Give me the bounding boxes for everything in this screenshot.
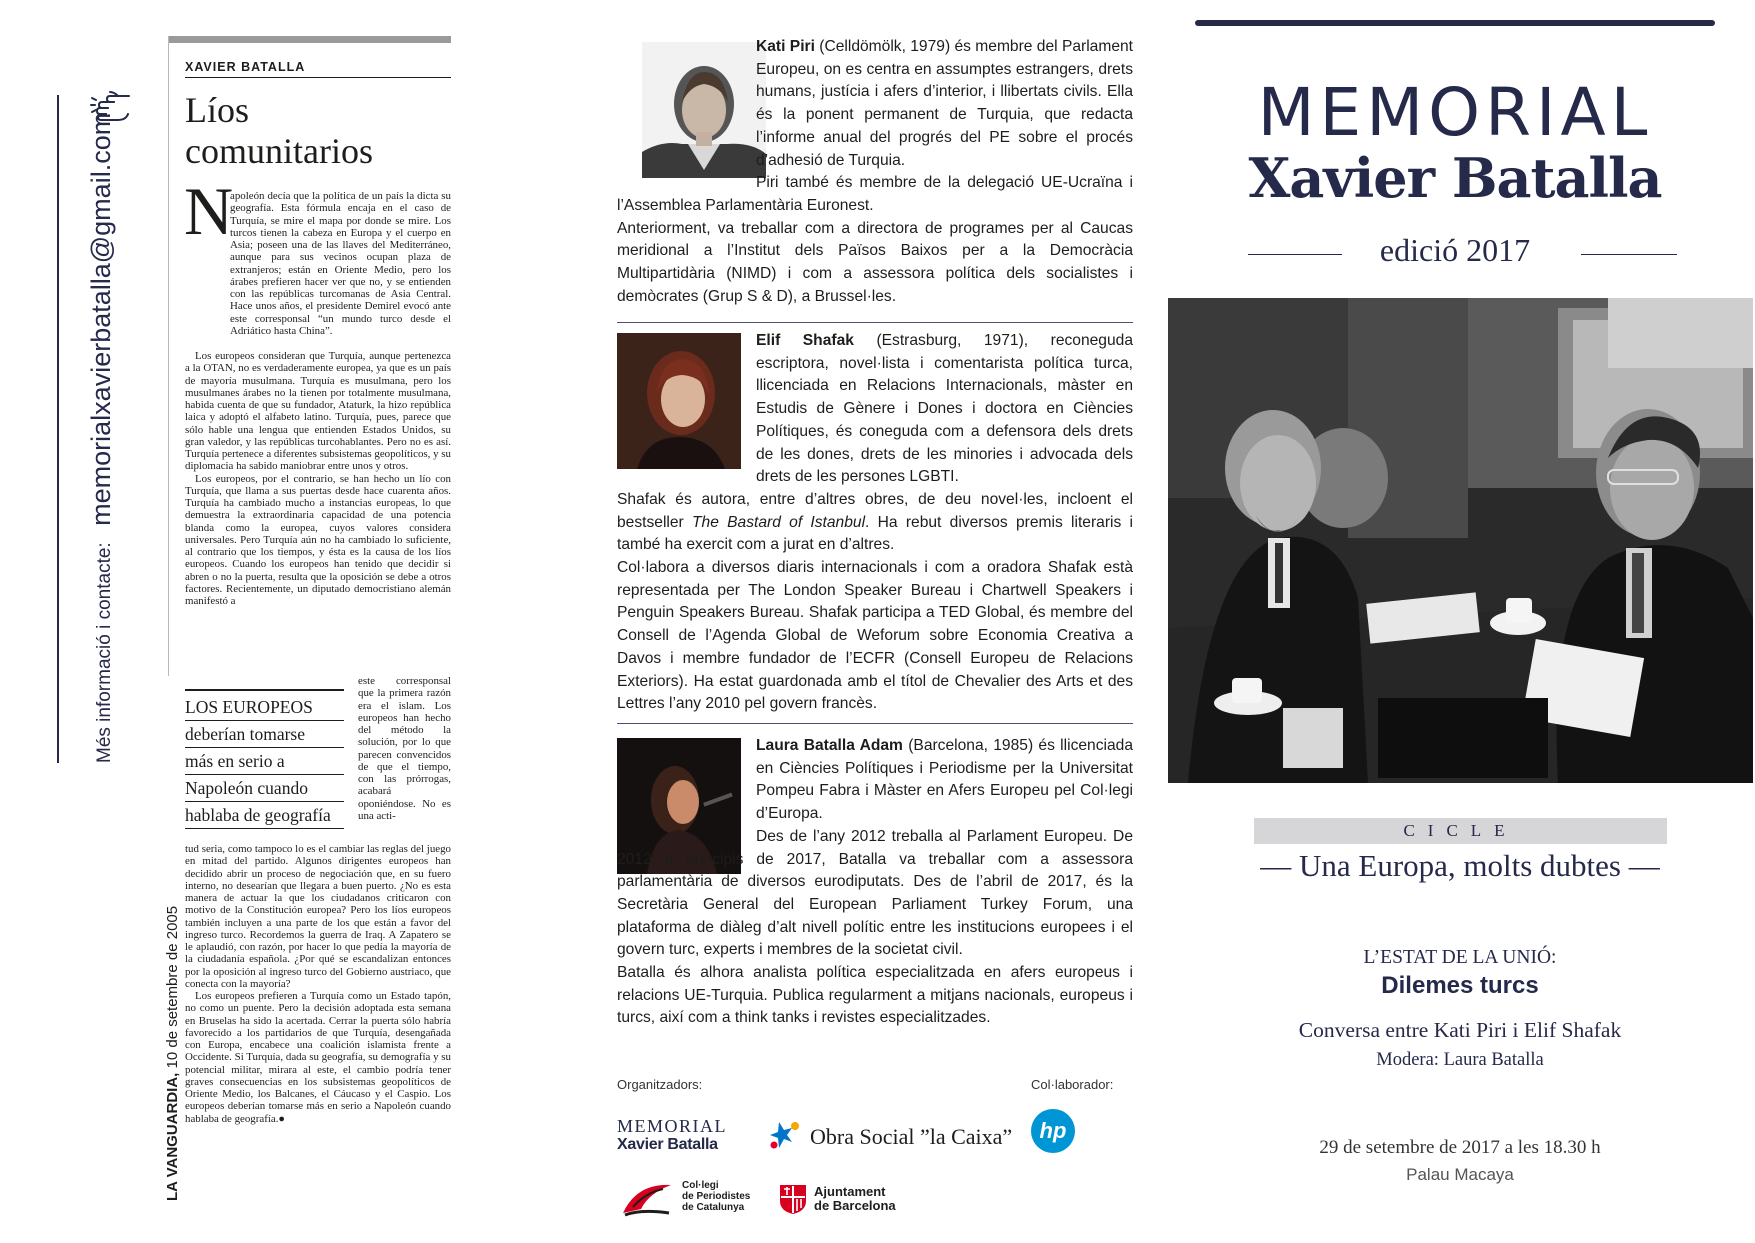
session-title: Dilemes turcs — [1381, 972, 1539, 999]
clipping-title — [185, 90, 373, 172]
kati-piri-name: Kati Piri — [756, 38, 815, 55]
clipping-side-rule — [168, 36, 169, 676]
pullquote-line-5: hablaba de geografía — [185, 802, 344, 829]
clipping-column-top — [185, 350, 451, 607]
clipping-top-bar — [168, 36, 451, 43]
clipping-side-paragraph — [358, 675, 451, 822]
elif-shafak-bio-p3: Col·labora a diversos diaris internacionals i com a oradora Shafak està representada per The London Speaker Bureau i Chartwell Speakers i Penguin Speakers Bureau. Shafak participa a TED Global, és membre del Consell de l’Agenda Global de Weforum sobre Economia Creativa a Davos i membre fundador de l’ECFR (Consell Europeu de Relacions Exteriors). Ha estat guardonada amb el títol de Chevalier des Arts et des Lettres l’any 2010 pel govern francès. — [617, 559, 1133, 713]
moderator-line: Modera: Laura Batalla — [1376, 1050, 1544, 1070]
memorial-logo-line2: Xavier Batalla — [617, 1136, 718, 1153]
contact-email[interactable]: memorialxavierbatalla@gmail.com — [86, 112, 116, 526]
obra-social-la-caixa-text: Obra Social ”la Caixa” — [810, 1124, 1013, 1149]
edition-rule-right — [1581, 254, 1677, 255]
newspaper-source — [164, 906, 181, 1201]
kati-piri-bio — [617, 36, 1133, 308]
kati-piri-bio-p3: Anteriorment, va treballar com a directora de programes per al Caucas meridional a l’Institut dels Països Baixos per a la Democràcia Multipartidària (NIMD) i com a assessora política dels socialistes i demòcrates (Grup S & D), a Brussel·les. — [617, 219, 1133, 305]
drop-cap: N — [184, 173, 234, 249]
collegi-periodistes-emblem-icon — [619, 1179, 675, 1219]
memorial-name: Xavier Batalla — [1248, 146, 1662, 210]
laura-batalla-bio-p2: Des de l’any 2012 treballa al Parlament Europeu. De 2012 a principis de 2017, Batalla va treballar com a assessora parlamentària de diversos eurodiputats. Des de l’abril de 2017, és la Secretària General del European Parliament Turkey Forum, una plataforma de diàleg d’alt nivell polític entre les institucions europees i el govern turc, experts i membres de la societat civil. — [617, 827, 1133, 959]
elif-shafak-bio — [617, 330, 1133, 716]
organizers-label: Organitzadors: — [617, 1077, 703, 1092]
newspaper-date: 10 de setembre de 2005 — [164, 905, 181, 1069]
pullquote-line-3: más en serio a — [185, 748, 344, 775]
laura-batalla-bio — [617, 735, 1133, 1030]
clipping-intro-paragraph — [230, 190, 451, 337]
event-date: 29 de setembre de 2017 a les 18.30 h — [1319, 1137, 1601, 1158]
memorial-logo — [617, 1116, 727, 1154]
collegi-periodistes-line3: de Catalunya — [682, 1202, 745, 1213]
pullquote — [185, 694, 344, 829]
edition-rule-left — [1248, 254, 1342, 255]
elif-shafak-bio-p2a: Shafak és autora, entre d’altres obres, de deu novel·les, incloent el bestseller — [617, 490, 1133, 531]
collegi-periodistes-line1: Col·legi — [682, 1180, 719, 1191]
session-label: L’ESTAT DE LA UNIÓ: — [1363, 947, 1557, 968]
contact-label: Més informació i contacte: — [94, 542, 115, 763]
pullquote-line-1: LOS EUROPEOS — [185, 694, 344, 721]
clipping-intro-text: apoleón decía que la política de un país la dicta su geografía. Esta fórmula encaja en el caso de Turquía, se mire el mapa por donde se mire. Los turcos tienen la cabeza en Europa y el cuerpo en Asia; poseen una de las llaves del Mediterráneo, aunque para sus vecinos ocupan plaza de extranjeros; están en Oriente Medio, pero los árabes prefieren hacer ver que no, y se entienden con las repúblicas turcomanas de Asia Central. Hace unos años, el presidente Demirel evocó ante este corresponsal “un mundo turco desde el Adriático hasta China”. — [230, 190, 451, 337]
elif-shafak-book: The Bastard of Istanbul — [692, 513, 866, 531]
main-photo-interview — [1168, 298, 1753, 783]
clipping-paragraph-2: Los europeos consideran que Turquía, aunque pertenezca a la OTAN, no es verdaderamente europea, ya que es un país de mayoría musulmana. Turquía es musulmana, pero los musulmanes árabes no la tienen por totalmente musulmana, habida cuenta de que su fundador, Ataturk, la hizo república laica y adoptó el alfabeto latino. Turquía, pues, parece que sólo hable una lengua que entienden Estados Unidos, su gran valedor, y las repúblicas turcohablantes. Pero no es así. Turquía pertenece a diferentes subsistemas geopolíticos, y su diplomacia ha sabido maniobrar entre unos y otros. — [185, 350, 451, 473]
laura-batalla-bio-p3: Batalla és alhora analista política especialitzada en afers europeus i relacions UE-Turquia. Publica regularment a mitjans nacionals, europeus i turcs, així com a think tanks i revistes especialitzades. — [617, 964, 1133, 1027]
cicle-title: — Una Europa, molts dubtes — — [1260, 848, 1660, 883]
clipping-author: XAVIER BATALLA — [185, 60, 306, 74]
pullquote-line-2: deberían tomarse — [185, 721, 344, 748]
contact-divider — [57, 95, 59, 763]
conversation-line: Conversa entre Kati Piri i Elif Shafak — [1298, 1018, 1622, 1042]
clipping-title-line2: comunitarios — [185, 131, 373, 171]
elif-shafak-bio-p1: (Estrasburg, 1971), reconeguda escriptora, novel·lista i comentarista política turca, llicenciada en Relacions Internacionals, màster en Estudis de Gènere i Dones i doctora en Ciències Polítiques, és coneguda com a defensora dels drets de les dones, drets de les minories i advocada dels drets de les persones LGBTI. — [756, 332, 1133, 486]
kati-piri-bio-p1: (Celldömölk, 1979) és membre del Parlament Europeu, on es centra en assumptes estrangers, drets humans, justícia i afers d’interior, i llibertats civils. Ella és la ponent permanent de Turquia, que redacta l’informe anual del progrés del PE sobre el procés d’adhesió de Turquia. — [756, 38, 1134, 169]
laura-batalla-name: Laura Batalla Adam — [756, 737, 903, 754]
ajuntament-barcelona-text — [814, 1185, 896, 1213]
pointing-hand-icon — [88, 88, 132, 124]
header-top-bar — [1195, 20, 1715, 26]
la-caixa-star-icon — [765, 1118, 805, 1152]
memorial-logo-line1: MEMORIAL — [617, 1116, 727, 1136]
collaborator-label: Col·laborador: — [1031, 1077, 1114, 1092]
laura-batalla-bio-p1: (Barcelona, 1985) és llicenciada en Ciències Polítiques i Periodisme per la Universitat Pompeu Fabra i Màster en Afers Europeu pel Col·legi d’Europa. — [756, 737, 1133, 823]
edition-label: edició 2017 — [1379, 232, 1531, 268]
elif-shafak-bio-p2b: . Ha rebut diversos premis literaris i també ha exercit com a jurat en d’altres. — [617, 513, 1134, 554]
elif-shafak-name: Elif Shafak — [756, 332, 854, 349]
hp-logo: hp — [1031, 1109, 1075, 1153]
clipping-paragraph-4: tud seria, como tampoco lo es el cambiar las reglas del juego en mitad del partido. Algunos dirigentes europeos han decidido abrir un proceso de negociación que, en su fuero interno, no desearían que llegara a buen puerto. ¿No es esta manera de actuar la que los ciudadanos criticaron con motivo de la Constitución europea? Pero los líos europeos también incluyen a una parte de los que están a favor del ingreso turco. Recordemos la guerra de Iraq. A Zapatero se le aplaudió, con razón, por hacer lo que pedía la mayoría de la ciudadanía española. ¿Por qué se escandalizan entonces por la oposición al ingreso turco del Gobierno austriaco, que conecta con la mayoría? — [185, 843, 451, 990]
pullquote-top-rule — [185, 689, 344, 691]
collegi-periodistes-text — [682, 1180, 750, 1213]
barcelona-shield-icon — [778, 1183, 808, 1215]
ajuntament-barcelona-line2: de Barcelona — [814, 1198, 896, 1213]
author-rule — [185, 77, 451, 78]
ajuntament-barcelona-line1: Ajuntament — [814, 1184, 886, 1199]
pullquote-line-4: Napoleón cuando — [185, 775, 344, 802]
contact-info — [86, 113, 117, 763]
clipping-paragraph-5: Los europeos prefieren a Turquía como un Estado tapón, no como un puente. Pero la decisión adoptada esta semana en Bruselas ha sido la acertada. Cerrar la puerta sólo habría favorecido a los partidarios de que Turquía, desengañada con Europa, encabece una coalición islamista frente a Occidente. Si Turquía, dada su geografía, su demografía y su potencial militar, mirara al este, el cambio podría tener graves consecuencias en los subsistemas geopolíticos de Oriente Medio, los Balcanes, el Cáucaso y el Caspio. Los europeos deberían tomarse más en serio a Napoleón cuando hablaba de geografía.● — [185, 990, 451, 1125]
clipping-paragraph-3: Los europeos, por el contrario, se han hecho un lío con Turquía, que llama a sus puertas desde hace cuarenta años. Turquía ha cambiado mucho a instancias europeas, lo que demuestra la extraordinaria capacidad de una potencia blanda como la europea, cuyos valores considera universales. Pero Turquía aún no ha cambiado lo suficiente, al contrario que los tiempos, y ésta es la causa de los líos europeos. Cuando los europeos han tenido que decidir si abren o no la puerta, resulta que la oposición se debe a otros factores. Recientemente, un diputado democristiano alemán manifestó a — [185, 472, 451, 607]
bio-separator-2 — [617, 723, 1133, 724]
memorial-title: MEMORIAL — [1257, 74, 1653, 151]
newspaper-name: LA VANGUARDIA, — [164, 1072, 181, 1201]
collegi-periodistes-line2: de Periodistes — [682, 1191, 751, 1202]
cicle-label: CICLE — [1254, 818, 1667, 844]
clipping-title-line1: Líos — [185, 90, 250, 130]
clipping-column-bottom — [185, 843, 451, 1125]
clipping-side-text: este corresponsal que la primera razón era el islam. Los europeos han hecho del método la solución, por lo que parecen convencidos de que el tiempo, con las prórrogas, acabará oponiéndose. No es una acti- — [358, 675, 451, 822]
kati-piri-bio-p2: Piri també és membre de la delegació UE-Ucraïna i l’Assemblea Parlamentària Euronest. — [617, 174, 1133, 214]
bio-separator-1 — [617, 322, 1133, 323]
event-venue: Palau Macaya — [1406, 1165, 1514, 1184]
